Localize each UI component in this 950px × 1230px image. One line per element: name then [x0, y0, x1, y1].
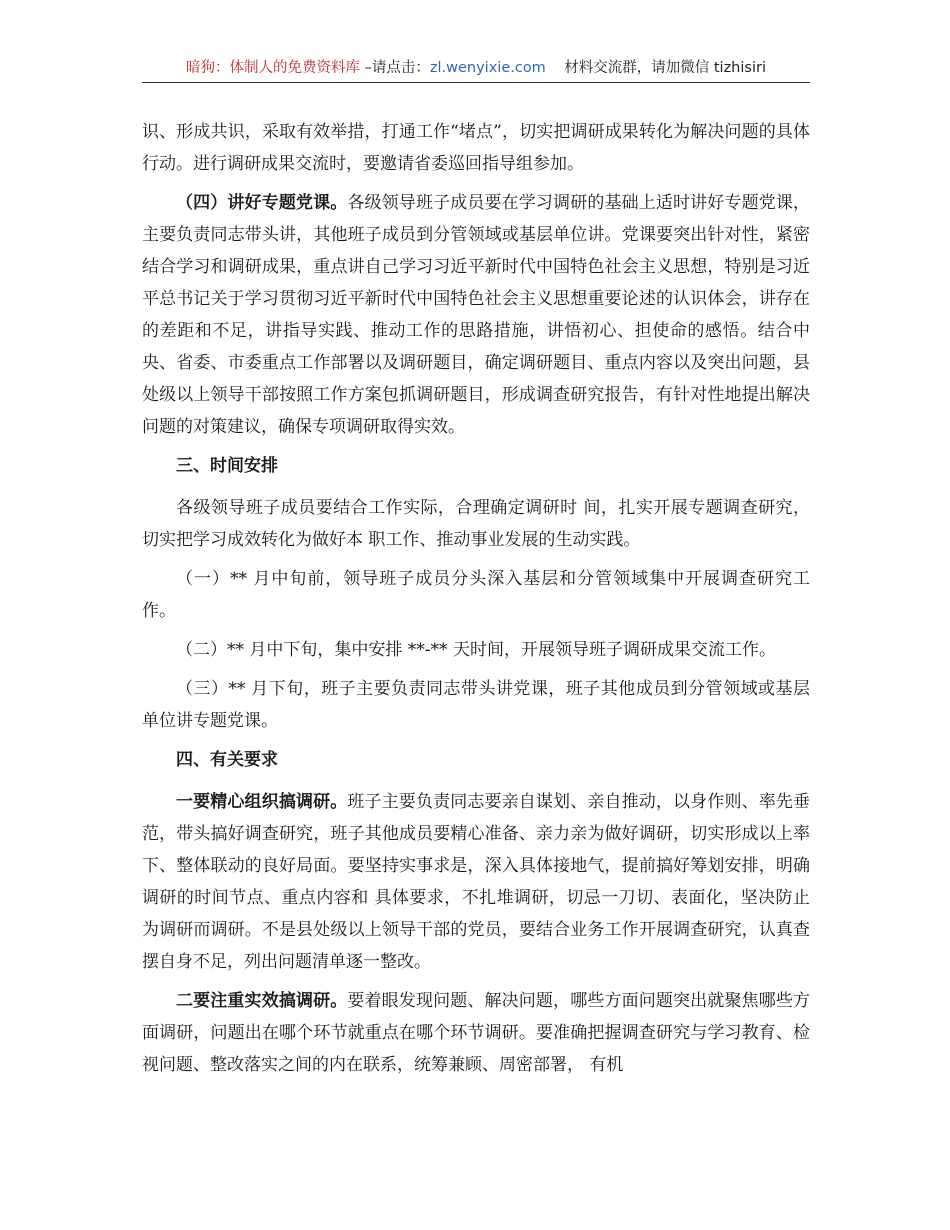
- page-header: [142, 56, 810, 83]
- requirement-2-body: 要着眼发现问题、解决问题，哪些方面问题突出就聚焦哪些方面调研，问题出在哪个环节就重点在哪个环节调研。要准确把握调查研究与学习教育、检视问题、整改落实之间的内在联系，统筹兼顾、周密部署， 有机: [142, 991, 811, 1075]
- paragraph-schedule-intro: 各级领导班子成员要结合工作实际，合理确定调研时 间，扎实开展专题调查研究，切实把学习成效转化为做好本 职工作、推动事业发展的生动实践。: [142, 498, 810, 550]
- header-url-link[interactable]: zl.wenyixie.com: [429, 60, 546, 76]
- paragraph-continuation: 识、形成共识，采取有效举措，打通工作“堵点”，切实把调研成果转化为解决问题的具体行动。进行调研成果交流时，要邀请省委巡回指导组参加。: [142, 122, 810, 174]
- header-click-prompt: –请点击：: [360, 60, 430, 76]
- paragraph-schedule-item-3: （三）** 月下旬，班子主要负责同志带头讲党课，班子其他成员到分管领域或基层单位讲专题党课。: [142, 679, 810, 731]
- paragraph-requirement-2: [142, 985, 810, 1081]
- section-heading-requirements: [142, 744, 810, 776]
- requirement-1-title: 一要精心组织搞调研。: [176, 792, 348, 812]
- paragraph-requirement-1: [142, 786, 810, 978]
- requirement-1-body: 班子主要负责同志要亲自谋划、亲自推动，以身作则、率先垂范，带头搞好调查研究，班子其他成员要精心准备、亲力亲为做好调研，切实形成以上率下、整体联动的良好局面。要坚持实事求是，深入具体接地气，提前搞好筹划安排，明确调研的时间节点、重点内容和 具体要求，不扎堆调研，切忌一刀切、表面化，坚决防止为调研而调研。不是县处级以上领导干部的党员，要结合业务工作开展调查研究，认真查摆自身不足，列出问题清单逐一整改。: [142, 792, 811, 972]
- section-heading-requirements-text: 四、有关要求: [176, 750, 278, 770]
- section-title-party-lecture: （四）讲好专题党课。: [176, 193, 348, 213]
- section-heading-schedule: [142, 450, 810, 482]
- paragraph-schedule-item-2: （二）** 月中下旬，集中安排 **-** 天时间，开展领导班子调研成果交流工作。: [176, 640, 776, 660]
- header-site-name: 暗狗：体制人的免费资料库: [186, 60, 361, 76]
- requirement-2-title: 二要注重实效搞调研。: [176, 991, 348, 1011]
- header-group-note: 材料交流群，请加微信 tizhisiri: [564, 60, 766, 76]
- paragraph-schedule-item-1: （一）** 月中旬前，领导班子成员分头深入基层和分管领域集中开展调查研究工作。: [142, 569, 810, 621]
- document-body: [142, 116, 810, 1088]
- paragraph-party-lecture: [142, 187, 810, 443]
- section-heading-schedule-text: 三、时间安排: [176, 456, 278, 476]
- paragraph-party-lecture-body: 各级领导班子成员要在学习调研的基础上适时讲好专题党课，主要负责同志带头讲，其他班子成员到分管领域或基层单位讲。党课要突出针对性，紧密结合学习和调研成果，重点讲自己学习习近平新时代中国特色社会主义思想，特别是习近平总书记关于学习贯彻习近平新时代中国特色社会主义思想重要论述的认识体会，讲存在的差距和不足，讲指导实践、推动工作的思路措施，讲悟初心、担使命的感悟。结合中央、省委、市委重点工作部署以及调研题目，确定调研题目、重点内容以及突出问题，县处级以上领导干部按照工作方案包抓调研题目，形成调查研究报告，有针对性地提出解决问题的对策建议，确保专项调研取得实效。: [142, 193, 811, 437]
